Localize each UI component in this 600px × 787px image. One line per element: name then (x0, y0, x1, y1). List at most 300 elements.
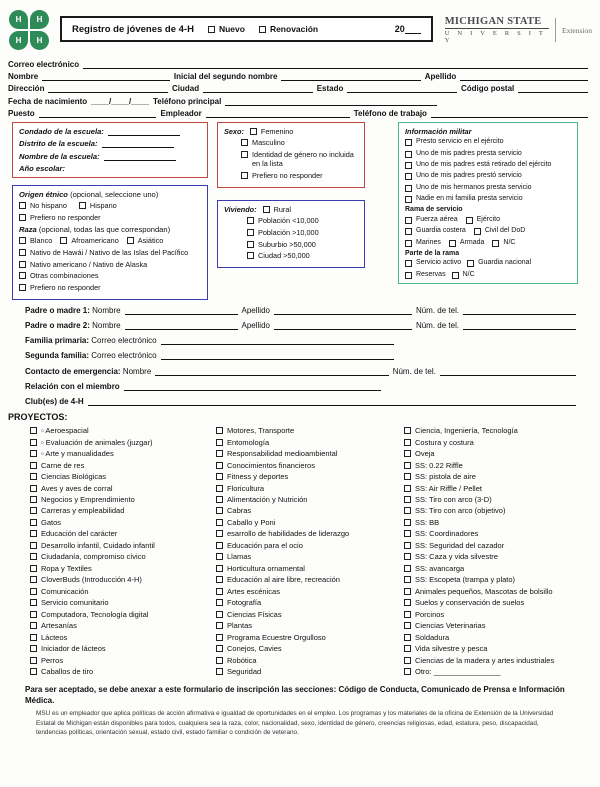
checkbox-icon[interactable] (216, 450, 223, 457)
checkbox-icon[interactable] (216, 668, 223, 675)
project-checkbox-item[interactable] (30, 656, 216, 665)
checkbox-icon[interactable] (216, 611, 223, 618)
checkbox-icon[interactable] (216, 473, 223, 480)
family-block (25, 306, 580, 406)
checkbox-icon[interactable] (19, 214, 26, 221)
project-checkbox-item[interactable] (30, 506, 216, 515)
checkbox-icon[interactable] (216, 427, 223, 434)
project-checkbox-item[interactable] (30, 667, 216, 676)
race-title-line (19, 225, 201, 234)
checkbox-icon[interactable] (19, 284, 26, 291)
checkbox-item[interactable] (405, 227, 466, 236)
first-name-blank[interactable] (42, 72, 170, 81)
project-label: SS: Tiro con arco (3-D) (415, 494, 492, 504)
demographics-section (12, 122, 588, 300)
checkbox-icon[interactable] (449, 240, 456, 247)
checkbox-icon[interactable] (474, 228, 481, 235)
checkbox-icon[interactable] (404, 668, 411, 675)
project-checkbox-item[interactable] (216, 564, 404, 573)
project-checkbox-item[interactable] (404, 472, 600, 481)
checkbox-item[interactable] (247, 240, 358, 249)
year-blank[interactable] (405, 25, 421, 34)
checkbox-icon[interactable] (216, 565, 223, 572)
checkbox-icon[interactable] (404, 588, 411, 595)
email-label: Correo electrónico (8, 60, 80, 69)
checkbox-label: Presto servicio en el ejército (416, 138, 504, 146)
project-checkbox-item[interactable] (216, 484, 404, 493)
checkbox-icon[interactable] (452, 272, 459, 279)
project-checkbox-item[interactable] (216, 426, 404, 435)
project-label: Otro: ________________ (415, 667, 501, 676)
checkbox-icon[interactable] (241, 172, 248, 179)
projects-heading: PROYECTOS: (8, 412, 68, 423)
sex-options-list (241, 138, 358, 180)
renovacion-checkbox[interactable] (259, 26, 266, 33)
project-checkbox-item[interactable] (216, 472, 404, 481)
parent2-lastname-blank[interactable] (274, 321, 412, 330)
checkbox-icon[interactable] (19, 272, 26, 279)
project-label: Seguridad (227, 667, 262, 676)
checkbox-item[interactable] (241, 138, 358, 147)
project-checkbox-item[interactable] (216, 633, 404, 642)
projects-column-2 (216, 426, 404, 678)
clover-h-letter: H (15, 15, 22, 24)
last-name-blank[interactable] (460, 72, 588, 81)
emergency-name-blank[interactable] (155, 367, 388, 376)
checkbox-icon[interactable] (466, 217, 473, 224)
project-checkbox-item[interactable] (30, 621, 216, 630)
checkbox-icon[interactable] (404, 519, 411, 526)
project-checkbox-item[interactable] (30, 495, 216, 504)
checkbox-item[interactable] (405, 161, 571, 170)
checkbox-icon[interactable] (404, 622, 411, 629)
checkbox-item[interactable] (405, 195, 571, 204)
checkbox-icon[interactable] (30, 668, 37, 675)
project-label: Negocios y Emprendimiento (41, 494, 135, 504)
relationship-blank[interactable] (124, 382, 381, 391)
state-blank[interactable] (347, 84, 457, 93)
checkbox-icon[interactable] (30, 634, 37, 641)
address-blank[interactable] (48, 84, 168, 93)
checkbox-label: Guardia nacional (478, 259, 532, 267)
checkbox-icon[interactable] (30, 599, 37, 606)
checkbox-icon[interactable] (404, 450, 411, 457)
zip-blank[interactable] (518, 84, 588, 93)
checkbox-icon[interactable] (404, 645, 411, 652)
project-checkbox-item[interactable] (404, 621, 600, 630)
checkbox-label: Prefiero no responder (252, 170, 323, 180)
project-checkbox-item[interactable] (30, 552, 216, 561)
race-options-row (19, 236, 201, 245)
checkbox-item[interactable] (474, 227, 525, 236)
primary-family-email-blank[interactable] (161, 336, 394, 345)
project-checkbox-item[interactable] (216, 610, 404, 619)
project-label: Fitness y deportes (227, 472, 289, 482)
middle-initial-blank[interactable] (281, 72, 420, 81)
checkbox-label: Servicio activo (416, 259, 462, 267)
primary-family-email-label: Correo electrónico (91, 336, 157, 346)
checkbox-label: Ejército (476, 215, 500, 223)
checkbox-icon[interactable] (405, 185, 412, 192)
project-checkbox-item[interactable] (404, 426, 600, 435)
branch-title: Rama de servicio (405, 206, 463, 214)
checkbox-icon[interactable] (216, 576, 223, 583)
checkbox-icon[interactable] (404, 473, 411, 480)
checkbox-icon[interactable] (30, 473, 37, 480)
checkbox-icon[interactable] (404, 530, 411, 537)
renovacion-option[interactable] (259, 24, 318, 34)
project-label: Perros (41, 655, 64, 665)
clubs-blank[interactable] (88, 397, 576, 406)
parent1-name-blank[interactable] (125, 306, 238, 315)
form-title-box (60, 16, 433, 42)
school-district-blank[interactable] (102, 139, 174, 148)
project-checkbox-item[interactable] (404, 598, 600, 607)
checkbox-item[interactable] (405, 172, 571, 181)
checkbox-item[interactable] (492, 239, 515, 248)
parent2-lastname-label: Apellido (241, 321, 270, 331)
project-label: ▫ Aeroespacial (41, 426, 89, 436)
checkbox-item[interactable] (247, 216, 358, 225)
checkbox-icon[interactable] (19, 202, 26, 209)
checkbox-icon[interactable] (30, 576, 37, 583)
parent2-name-blank[interactable] (125, 321, 238, 330)
project-checkbox-item[interactable] (30, 484, 216, 493)
project-checkbox-item[interactable] (216, 575, 404, 584)
checkbox-item[interactable] (247, 228, 358, 237)
project-checkbox-item[interactable] (404, 518, 600, 527)
school-county-blank[interactable] (108, 127, 180, 136)
parent2-phone-blank[interactable] (463, 321, 576, 330)
project-checkbox-item[interactable] (404, 529, 600, 538)
parent1-lastname-blank[interactable] (274, 306, 412, 315)
project-checkbox-item[interactable] (216, 656, 404, 665)
checkbox-icon[interactable] (216, 657, 223, 664)
checkbox-item[interactable] (19, 283, 201, 292)
emergency-name-label: Nombre (122, 366, 152, 376)
contact-block (8, 60, 592, 118)
checkbox-icon[interactable] (19, 249, 26, 256)
project-checkbox-item[interactable] (30, 575, 216, 584)
checkbox-item[interactable] (405, 184, 571, 193)
project-label: Ciencias Biológicas (41, 472, 107, 482)
project-checkbox-item[interactable] (216, 598, 404, 607)
nuevo-option[interactable] (208, 24, 245, 34)
city-label: Ciudad (172, 84, 200, 94)
projects-column-3 (404, 426, 600, 678)
checkbox-icon[interactable] (404, 599, 411, 606)
msu-line2: U N I V E R S I T Y (444, 30, 546, 44)
checkbox-item[interactable] (127, 236, 164, 245)
middle-initial-label: Inicial del segundo nombre (173, 72, 278, 82)
checkbox-icon[interactable] (216, 588, 223, 595)
checkbox-icon[interactable] (404, 553, 411, 560)
checkbox-icon[interactable] (30, 519, 37, 526)
checkbox-icon[interactable] (30, 450, 37, 457)
project-checkbox-item[interactable] (30, 633, 216, 642)
checkbox-icon[interactable] (30, 427, 37, 434)
checkbox-icon[interactable] (30, 588, 37, 595)
project-label: SS: avancarga (415, 563, 465, 573)
checkbox-icon[interactable] (405, 217, 412, 224)
checkbox-icon[interactable] (30, 553, 37, 560)
checkbox-icon[interactable] (30, 611, 37, 618)
checkbox-item[interactable] (19, 213, 201, 222)
checkbox-icon[interactable] (216, 530, 223, 537)
project-checkbox-item[interactable] (404, 587, 600, 596)
primary-phone-blank[interactable] (225, 97, 437, 106)
project-checkbox-item[interactable] (404, 541, 600, 550)
project-label: Conejos, Cavies (227, 644, 282, 654)
military-status-list (405, 138, 571, 203)
project-checkbox-item[interactable] (216, 461, 404, 470)
checkbox-icon[interactable] (241, 151, 248, 158)
checkbox-icon[interactable] (405, 260, 412, 267)
project-label: esarrollo de habilidades de liderazgo (227, 529, 350, 539)
checkbox-icon[interactable] (30, 507, 37, 514)
checkbox-icon[interactable] (405, 162, 412, 169)
checkbox-icon[interactable] (404, 439, 411, 446)
checkbox-icon[interactable] (216, 634, 223, 641)
project-checkbox-item[interactable] (30, 598, 216, 607)
checkbox-icon[interactable] (30, 565, 37, 572)
checkbox-icon[interactable] (216, 599, 223, 606)
checkbox-item[interactable] (466, 216, 500, 225)
project-checkbox-item[interactable] (30, 518, 216, 527)
project-checkbox-item[interactable] (216, 541, 404, 550)
checkbox-icon[interactable] (216, 519, 223, 526)
checkbox-icon[interactable] (404, 611, 411, 618)
project-checkbox-item[interactable] (404, 633, 600, 642)
checkbox-icon[interactable] (30, 530, 37, 537)
project-checkbox-item[interactable] (30, 426, 216, 435)
project-checkbox-item[interactable] (404, 552, 600, 561)
checkbox-icon[interactable] (216, 507, 223, 514)
project-label: Educación para el ocio (227, 540, 303, 550)
project-checkbox-item[interactable] (216, 518, 404, 527)
checkbox-icon[interactable] (404, 496, 411, 503)
project-checkbox-item[interactable] (404, 644, 600, 653)
checkbox-icon[interactable] (404, 576, 411, 583)
checkbox-icon[interactable] (19, 237, 26, 244)
checkbox-icon[interactable] (30, 622, 37, 629)
nuevo-checkbox[interactable] (208, 26, 215, 33)
project-checkbox-item[interactable] (30, 587, 216, 596)
checkbox-item[interactable] (405, 216, 458, 225)
parent1-phone-blank[interactable] (463, 306, 576, 315)
project-checkbox-item[interactable] (216, 495, 404, 504)
emergency-phone-blank[interactable] (440, 367, 576, 376)
checkbox-icon[interactable] (404, 542, 411, 549)
project-checkbox-item[interactable] (30, 461, 216, 470)
checkbox-icon[interactable] (404, 657, 411, 664)
checkbox-icon[interactable] (247, 217, 254, 224)
parent2-name-label: Nombre (92, 321, 121, 331)
checkbox-icon[interactable] (216, 462, 223, 469)
emergency-phone-label: Núm. de tel. (392, 366, 436, 376)
project-checkbox-item[interactable] (404, 610, 600, 619)
checkbox-icon[interactable] (216, 542, 223, 549)
project-checkbox-item[interactable] (30, 529, 216, 538)
checkbox-item[interactable] (19, 248, 201, 257)
branch-row-3 (405, 239, 571, 248)
checkbox-item[interactable] (405, 259, 461, 268)
checkbox-icon[interactable] (216, 439, 223, 446)
project-label: Servicio comunitario (41, 598, 109, 608)
checkbox-icon[interactable] (30, 542, 37, 549)
project-checkbox-item[interactable] (216, 438, 404, 447)
checkbox-icon[interactable] (216, 622, 223, 629)
project-checkbox-item[interactable] (216, 621, 404, 630)
checkbox-item[interactable] (19, 236, 52, 245)
checkbox-icon[interactable] (247, 241, 254, 248)
school-name-label: Nombre de la escuela: (19, 151, 100, 161)
email-line (8, 60, 592, 69)
project-label: Porcinos (415, 609, 445, 619)
checkbox-icon[interactable] (404, 485, 411, 492)
checkbox-icon[interactable] (30, 485, 37, 492)
birthdate-blank[interactable]: ____/____/____ (91, 96, 149, 106)
checkbox-icon[interactable] (60, 237, 67, 244)
checkbox-icon[interactable] (30, 657, 37, 664)
project-label: SS: Escopeta (trampa y plato) (415, 575, 516, 585)
project-checkbox-item[interactable] (30, 644, 216, 653)
checkbox-item[interactable] (405, 138, 571, 147)
clover-leaf-icon (30, 31, 49, 50)
project-checkbox-item[interactable] (30, 438, 216, 447)
checkbox-label: Otras combinaciones (30, 271, 99, 281)
project-checkbox-item[interactable] (30, 564, 216, 573)
race-options-list (19, 248, 201, 292)
msu-divider (555, 18, 556, 42)
checkbox-icon[interactable] (492, 240, 499, 247)
project-checkbox-item[interactable] (216, 506, 404, 515)
secondary-family-email-blank[interactable] (161, 351, 394, 360)
checkbox-icon[interactable] (405, 196, 412, 203)
project-checkbox-item[interactable] (216, 552, 404, 561)
checkbox-item[interactable] (19, 260, 201, 269)
project-label: Aves y aves de corral (41, 483, 113, 493)
project-checkbox-item[interactable] (216, 529, 404, 538)
project-label: Animales pequeños, Mascotas de bolsillo (415, 586, 553, 596)
checkbox-label: Uno de mis padres está retirado del ejército (416, 160, 552, 168)
project-checkbox-item[interactable] (216, 644, 404, 653)
checkbox-item[interactable] (241, 171, 358, 180)
checkbox-item[interactable] (405, 150, 571, 159)
checkbox-item[interactable] (247, 251, 358, 260)
checkbox-icon[interactable] (405, 240, 412, 247)
project-checkbox-item[interactable] (216, 667, 404, 676)
project-checkbox-item[interactable] (404, 461, 600, 470)
checkbox-icon[interactable] (30, 496, 37, 503)
project-checkbox-item[interactable] (404, 449, 600, 458)
military-title: Información militar (405, 126, 472, 136)
school-name-blank[interactable] (104, 152, 176, 161)
checkbox-icon[interactable] (30, 645, 37, 652)
checkbox-icon[interactable] (79, 202, 86, 209)
checkbox-label: Identidad de género no incluida en la lista (252, 150, 354, 169)
project-checkbox-item[interactable] (216, 449, 404, 458)
checkbox-label: N/C (503, 238, 516, 246)
checkbox-item[interactable] (405, 239, 441, 248)
checkbox-icon[interactable] (247, 252, 254, 259)
checkbox-icon[interactable] (216, 553, 223, 560)
checkbox-icon[interactable] (263, 206, 270, 213)
project-checkbox-item[interactable] (30, 541, 216, 550)
project-checkbox-item[interactable] (404, 667, 600, 676)
parent1-lastname-label: Apellido (241, 305, 270, 315)
project-checkbox-item[interactable] (404, 484, 600, 493)
checkbox-icon[interactable] (405, 272, 412, 279)
project-label: Responsabilidad medioambiental (227, 449, 338, 459)
employer-blank[interactable] (206, 109, 350, 118)
checkbox-icon[interactable] (247, 229, 254, 236)
project-checkbox-item[interactable] (404, 564, 600, 573)
checkbox-icon[interactable] (404, 427, 411, 434)
checkbox-item[interactable] (452, 271, 475, 280)
checkbox-label: Uno de mis padres presta servicio (416, 149, 522, 157)
checkbox-item[interactable] (19, 201, 67, 210)
project-checkbox-item[interactable] (404, 495, 600, 504)
checkbox-icon[interactable] (405, 228, 412, 235)
checkbox-icon[interactable] (404, 565, 411, 572)
project-checkbox-item[interactable] (404, 575, 600, 584)
checkbox-icon[interactable] (404, 507, 411, 514)
checkbox-item[interactable] (241, 150, 358, 168)
project-checkbox-item[interactable] (404, 506, 600, 515)
checkbox-icon[interactable] (467, 260, 474, 267)
checkbox-icon[interactable] (405, 151, 412, 158)
project-checkbox-item[interactable] (30, 610, 216, 619)
checkbox-icon[interactable] (30, 462, 37, 469)
checkbox-icon[interactable] (216, 645, 223, 652)
project-checkbox-item[interactable] (30, 449, 216, 458)
checkbox-item[interactable] (19, 271, 201, 280)
checkbox-item[interactable] (79, 201, 117, 210)
checkbox-icon[interactable] (241, 139, 248, 146)
checkbox-item[interactable] (467, 259, 531, 268)
project-checkbox-item[interactable] (216, 587, 404, 596)
checkbox-item[interactable] (449, 239, 485, 248)
msu-wordmark (445, 16, 549, 44)
checkbox-label: Uno de mis padres prestó servicio (416, 172, 522, 180)
checkbox-icon[interactable] (405, 139, 412, 146)
email-blank[interactable] (83, 60, 588, 69)
checkbox-icon[interactable] (250, 128, 257, 135)
checkbox-item[interactable] (405, 271, 446, 280)
position-blank[interactable] (39, 109, 157, 118)
checkbox-icon[interactable] (216, 485, 223, 492)
checkbox-item[interactable] (60, 236, 118, 245)
work-phone-blank[interactable] (431, 109, 588, 118)
branch-row-1 (405, 216, 571, 225)
city-blank[interactable] (203, 84, 313, 93)
checkbox-icon[interactable] (216, 496, 223, 503)
project-checkbox-item[interactable] (404, 656, 600, 665)
project-checkbox-item[interactable] (30, 472, 216, 481)
checkbox-icon[interactable] (19, 261, 26, 268)
checkbox-icon[interactable] (405, 173, 412, 180)
checkbox-icon[interactable] (404, 462, 411, 469)
project-label: SS: Coordinadores (415, 529, 479, 539)
checkbox-label: Población >10,000 (258, 228, 319, 238)
checkbox-label: Civil del DoD (484, 227, 526, 235)
checkbox-icon[interactable] (30, 439, 37, 446)
component-row-2 (405, 271, 571, 280)
project-checkbox-item[interactable] (404, 438, 600, 447)
checkbox-icon[interactable] (127, 237, 134, 244)
checkbox-icon[interactable] (404, 634, 411, 641)
